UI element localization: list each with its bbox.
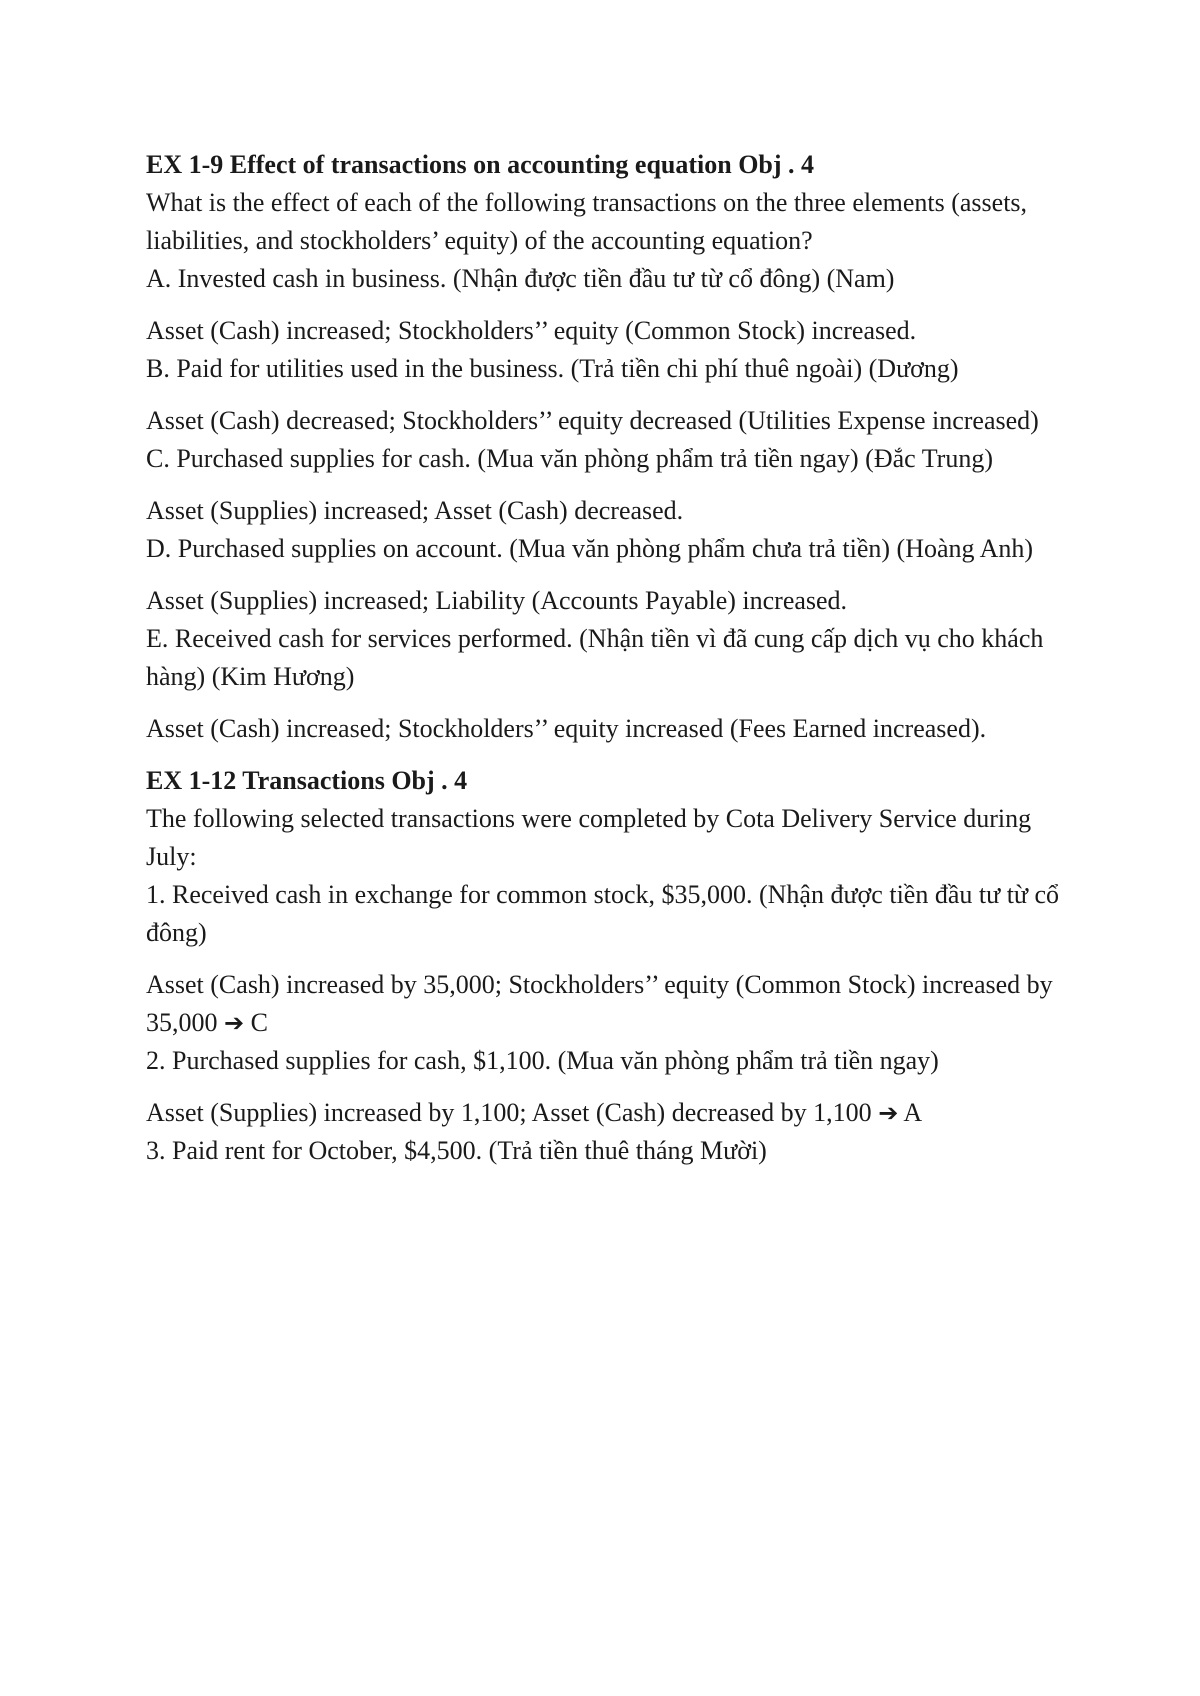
transaction-2-answer-letter: A [903, 1098, 923, 1127]
question-b: B. Paid for utilities used in the business. (Trả tiền chi phí thuê ngoài) (Dương) [146, 354, 959, 383]
transaction-2-answer-text: Asset (Supplies) increased by 1,100; Asset (Cash) decreased by 1,100 [146, 1098, 872, 1127]
arrow-right-icon: ➔ [224, 1009, 245, 1037]
section-heading-ex-1-12: EX 1-12 Transactions Obj . 4 [146, 766, 468, 795]
question-e: E. Received cash for services performed. (Nhận tiền vì đã cung cấp dịch vụ cho khách hàng) (Kim Hương) [146, 624, 1044, 691]
question-a: A. Invested cash in business. (Nhận được tiền đầu tư từ cổ đông) (Nam) [146, 264, 895, 293]
transaction-1: 1. Received cash in exchange for common stock, $35,000. (Nhận được tiền đầu tư từ cổ đông) [146, 880, 1060, 947]
answer-b: Asset (Cash) decreased; Stockholders’’ equity decreased (Utilities Expense increased) [146, 406, 1039, 435]
answer-c: Asset (Supplies) increased; Asset (Cash) decreased. [146, 496, 684, 525]
transaction-1-answer [146, 966, 1076, 1042]
question-d: D. Purchased supplies on account. (Mua văn phòng phẩm chưa trả tiền) (Hoàng Anh) [146, 534, 1034, 563]
transaction-1-answer-text: Asset (Cash) increased by 35,000; Stockholders’’ equity (Common Stock) increased by 35,000 [146, 970, 1053, 1037]
transaction-1-answer-letter: C [250, 1008, 268, 1037]
question-c: C. Purchased supplies for cash. (Mua văn phòng phẩm trả tiền ngay) (Đắc Trung) [146, 444, 993, 473]
answer-a: Asset (Cash) increased; Stockholders’’ equity (Common Stock) increased. [146, 316, 917, 345]
transaction-2-answer [146, 1094, 1076, 1132]
document-body [146, 146, 1076, 1170]
section-intro-ex-1-12: The following selected transactions were completed by Cota Delivery Service during July: [146, 804, 1032, 871]
section-intro-ex-1-9: What is the effect of each of the following transactions on the three elements (assets, liabilities, and stockholders’ equity) of the accounting equation? [146, 188, 1028, 255]
answer-e: Asset (Cash) increased; Stockholders’’ equity increased (Fees Earned increased). [146, 714, 987, 743]
transaction-2: 2. Purchased supplies for cash, $1,100. (Mua văn phòng phẩm trả tiền ngay) [146, 1046, 939, 1075]
transaction-3: 3. Paid rent for October, $4,500. (Trả tiền thuê tháng Mười) [146, 1136, 767, 1165]
section-heading-ex-1-9: EX 1-9 Effect of transactions on accounting equation Obj . 4 [146, 150, 815, 179]
arrow-right-icon: ➔ [878, 1099, 899, 1127]
answer-d: Asset (Supplies) increased; Liability (Accounts Payable) increased. [146, 586, 848, 615]
